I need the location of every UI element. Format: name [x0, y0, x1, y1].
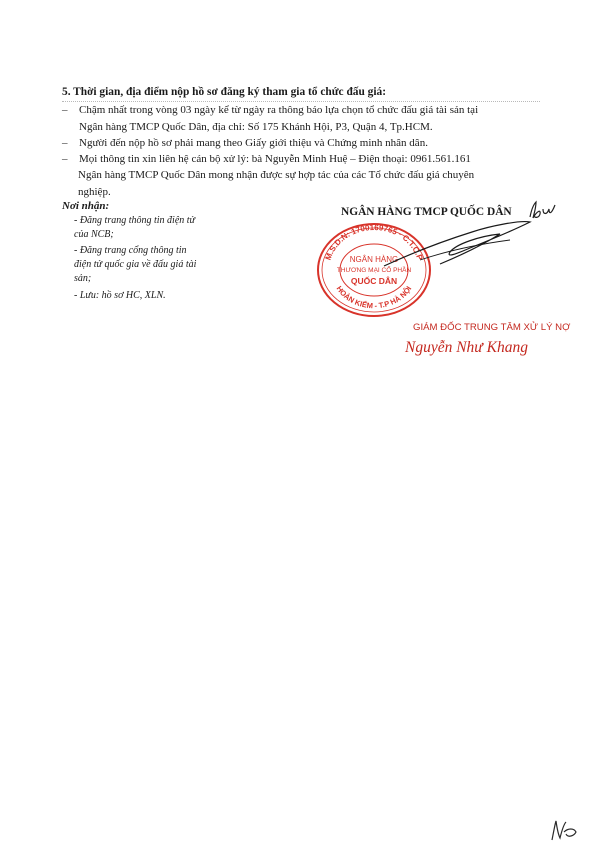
- recipient-item-archive: [74, 289, 214, 303]
- recipient-line: của NCB;: [74, 229, 114, 240]
- recipient-line: - Đăng trang thông tin điện tử: [74, 215, 196, 226]
- bank-name-heading: NGÂN HÀNG TMCP QUỐC DÂN: [341, 206, 512, 218]
- bullet-dash: –: [62, 137, 68, 149]
- page-initial-mark: [548, 818, 580, 844]
- recipient-item-portal: [74, 244, 214, 286]
- recipient-item-website: [74, 214, 214, 242]
- seal-inner-line-1: NGÂN HÀNG: [349, 255, 399, 264]
- recipients-title: Nơi nhận:: [62, 200, 110, 212]
- handwritten-signature: [380, 214, 540, 274]
- closing-line-1: Ngân hàng TMCP Quốc Dân mong nhận được sự hợp tác của các Tổ chức đấu giá chuyên: [78, 169, 475, 181]
- seal-inner-line-2: THƯƠNG MẠI CỔ PHẦN: [336, 267, 412, 274]
- closing-line-2: nghiệp.: [78, 185, 111, 198]
- recipient-line: sản;: [74, 273, 92, 284]
- recipient-line: - Lưu: hồ sơ HC, XLN.: [74, 290, 166, 301]
- recipient-line: - Đăng trang cổng thông tin: [74, 245, 187, 256]
- bullet-documents-line-1: Người đến nộp hồ sơ phải mang theo Giấy giới thiệu và Chứng minh nhân dân.: [79, 137, 428, 149]
- recipient-line: điện tử quốc gia về đấu giá tài: [74, 259, 197, 270]
- seal-outer-text: M.S.D.N: 1700169765 · C.T.C.P: [323, 222, 425, 262]
- bullet-dash: –: [62, 104, 68, 116]
- closing-paragraph: [78, 167, 540, 200]
- bullet-deadline-line-2: Ngân hàng TMCP Quốc Dân, địa chỉ: Số 175 Khánh Hội, P3, Quận 4, Tp.HCM.: [79, 120, 433, 133]
- section-5-title: 5. Thời gian, địa điểm nộp hồ sơ đăng ký tham gia tổ chức đấu giá:: [62, 86, 387, 98]
- bullet-deadline-line-1: Chậm nhất trong vòng 03 ngày kể từ ngày ra thông báo lựa chọn tổ chức đấu giá tài sản tại: [79, 104, 479, 116]
- director-title: GIÁM ĐỐC TRUNG TÂM XỬ LÝ NỢ: [413, 322, 571, 333]
- seal-bottom-text: HOÀN KIẾM - T.P HÀ NỘI: [334, 284, 414, 311]
- seal-inner-line-3: QUỐC DÂN: [350, 276, 398, 286]
- bullet-dash: –: [62, 153, 68, 165]
- signer-name: Nguyễn Như Khang: [405, 339, 528, 356]
- svg-text:HOÀN KIẾM - T.P HÀ NỘI: [335, 284, 414, 310]
- bullet-contact-line-1: Mọi thông tin xin liên hệ cán bộ xử lý: bà Nguyễn Minh Huệ – Điện thoại: 0961.561.161: [79, 153, 471, 165]
